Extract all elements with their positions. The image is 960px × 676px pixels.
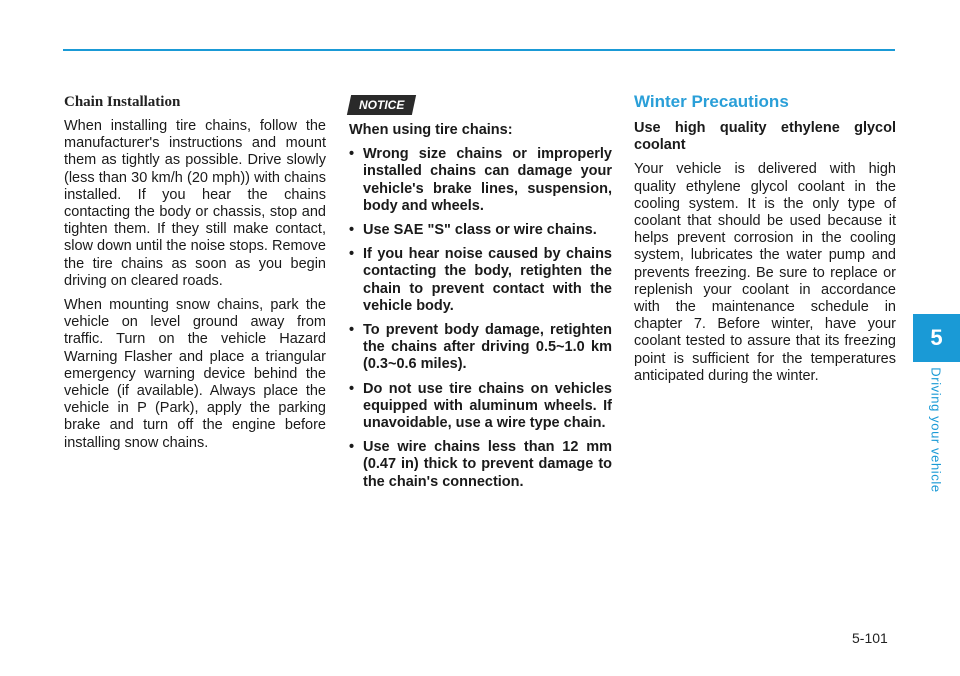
list-item xyxy=(349,246,612,315)
coolant-subheading: Use high quality ethylene glycol coolant xyxy=(634,120,896,154)
list-item-text: If you hear noise caused by chains contacting the body, retighten the chain to prevent contact with the vehicle body. xyxy=(363,246,612,314)
chapter-title: Driving your vehicle xyxy=(928,367,944,493)
list-item xyxy=(349,381,612,433)
notice-list xyxy=(349,146,612,491)
coolant-paragraph: Your vehicle is delivered with high quality ethylene glycol coolant in the cooling system. It is the only type of coolant that should be used because it helps prevent corrosion in the cooling system, lubricates the water pump and prevents freezing. Be sure to replace or replenish your coolant in accordance with the maintenance schedule in chapter 7. Before winter, have your coolant tested to assure that its freezing point is sufficient for the temperatures anticipated during the winter. xyxy=(634,161,896,384)
list-item-text: To prevent body damage, retighten the chains after driving 0.5~1.0 km (0.3~0.6 miles). xyxy=(363,322,612,373)
chain-installation-heading: Chain Installation xyxy=(64,94,181,110)
notice-badge-label: NOTICE xyxy=(359,98,405,112)
bullet-icon: • xyxy=(349,322,355,339)
list-item-text: Wrong size chains or improperly installed chains can damage your vehicle's brake lines, suspension, body and wheels. xyxy=(363,146,612,214)
bullet-icon: • xyxy=(349,439,355,456)
list-item xyxy=(349,439,612,491)
notice-badge xyxy=(347,95,417,115)
bullet-icon: • xyxy=(349,222,355,239)
bullet-icon: • xyxy=(349,246,355,263)
winter-precautions-heading: Winter Precautions xyxy=(634,92,789,111)
list-item xyxy=(349,222,612,239)
list-item xyxy=(349,146,612,215)
list-item xyxy=(349,322,612,374)
notice-section xyxy=(349,122,612,498)
list-item-text: Use wire chains less than 12 mm (0.47 in) thick to prevent damage to the chain's connection. xyxy=(363,439,612,490)
list-item-text: Use SAE "S" class or wire chains. xyxy=(363,222,597,239)
chain-installation-paragraph-2: When mounting snow chains, park the vehicle on level ground away from traffic. Turn on the vehicle Hazard Warning Flasher and place a triangular emergency warning device behind the vehicle (if available). Always place the vehicle in P (Park), apply the parking brake and turn off the engine before installing snow chains. xyxy=(64,297,326,451)
chain-installation-section xyxy=(64,92,326,459)
notice-intro: When using tire chains: xyxy=(349,122,513,138)
bullet-icon: • xyxy=(349,380,355,397)
header-rule xyxy=(63,49,895,51)
winter-precautions-section xyxy=(634,92,896,392)
page-number: 5-101 xyxy=(852,630,888,646)
list-item-text: Do not use tire chains on vehicles equipped with aluminum wheels. If unavoidable, use a wire type chain. xyxy=(363,380,612,432)
chain-installation-paragraph-1: When installing tire chains, follow the manufacturer's instructions and mount them as tightly as possible. Drive slowly (less than 30 km/h (20 mph)) with chains installed. If you hear the chains contacting the body or chassis, stop and tighten them. If they still make contact, slow down until the noise stops. Remove the tire chains as soon as you begin driving on cleared roads. xyxy=(64,118,326,289)
chapter-number-tab: 5 xyxy=(913,314,960,362)
bullet-icon: • xyxy=(349,146,355,163)
